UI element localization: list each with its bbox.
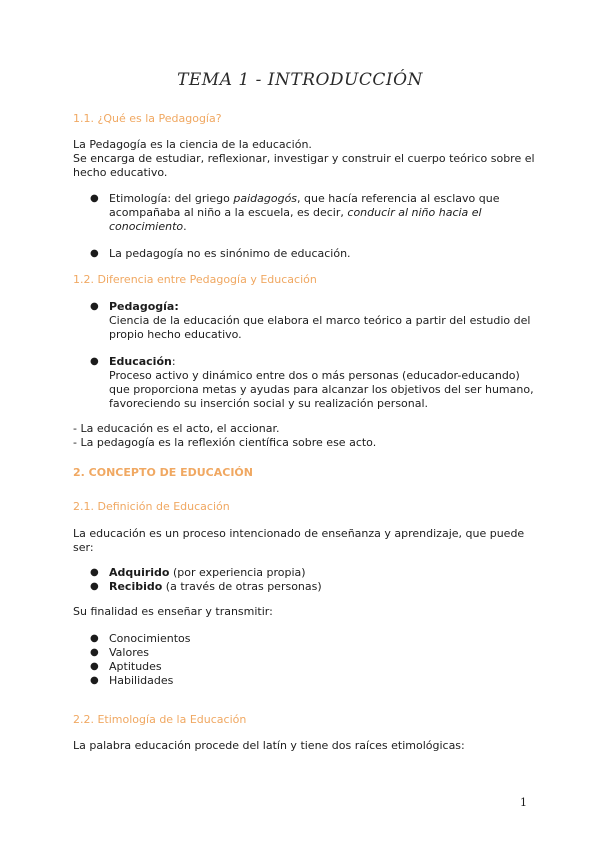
bullet-icon: ●	[90, 581, 99, 592]
bullet-icon: ●	[90, 248, 99, 259]
etimologia-line-1: Etimología: del griego paidagogós, que hacía referencia al esclavo que	[109, 192, 500, 205]
dash-line-2: - La pedagogía es la reflexión científica sobre ese acto.	[73, 436, 377, 449]
heading-2-1: 2.1. Definición de Educación	[73, 500, 230, 513]
etimologia-line-3: conocimiento.	[109, 220, 187, 233]
page-number: 1	[520, 796, 527, 809]
page-title: TEMA 1 - INTRODUCCIÓN	[177, 70, 423, 90]
bullet-icon: ●	[90, 647, 99, 658]
heading-1-2: 1.2. Diferencia entre Pedagogía y Educación	[73, 273, 317, 286]
dash-line-1: - La educación es el acto, el accionar.	[73, 422, 280, 435]
pedagogia-label: Pedagogía:	[109, 300, 179, 313]
list-item: Aptitudes	[109, 660, 162, 673]
pedagogia-def-2: propio hecho educativo.	[109, 328, 242, 341]
etimologia-educacion-line: La palabra educación procede del latín y tiene dos raíces etimológicas:	[73, 739, 465, 752]
etimologia-line-2: acompañaba al niño a la escuela, es decir, conducir al niño hacia el	[109, 206, 482, 219]
definicion-line-2: ser:	[73, 541, 94, 554]
list-item: Conocimientos	[109, 632, 191, 645]
finalidad-line: Su finalidad es enseñar y transmitir:	[73, 605, 273, 618]
bullet-icon: ●	[90, 301, 99, 312]
bullet-icon: ●	[90, 193, 99, 204]
definicion-line-1: La educación es un proceso intencionado de enseñanza y aprendizaje, que puede	[73, 527, 525, 540]
educacion-def-3: favoreciendo su inserción social y su realización personal.	[109, 397, 429, 410]
bullet-icon: ●	[90, 356, 99, 367]
pedagogia-desc-line: Se encarga de estudiar, reflexionar, investigar y construir el cuerpo teórico sobre el	[73, 152, 535, 165]
bullet-icon: ●	[90, 567, 99, 578]
adquirido-item: Adquirido (por experiencia propia)	[109, 566, 306, 579]
pedagogia-desc-line-2: hecho educativo.	[73, 166, 168, 179]
bullet-icon: ●	[90, 675, 99, 686]
recibido-item: Recibido (a través de otras personas)	[109, 580, 322, 593]
pedagogia-def-1: Ciencia de la educación que elabora el marco teórico a partir del estudio del	[109, 314, 531, 327]
list-item: Valores	[109, 646, 149, 659]
educacion-def-1: Proceso activo y dinámico entre dos o más personas (educador-educando)	[109, 369, 520, 382]
bullet-icon: ●	[90, 661, 99, 672]
heading-2: 2. CONCEPTO DE EDUCACIÓN	[73, 466, 253, 479]
educacion-def-2: que proporciona metas y ayudas para alcanzar los objetivos del ser humano,	[109, 383, 534, 396]
bullet-icon: ●	[90, 633, 99, 644]
educacion-label: Educación:	[109, 355, 176, 368]
heading-1-1: 1.1. ¿Qué es la Pedagogía?	[73, 112, 222, 125]
pedagogia-def-line: La Pedagogía es la ciencia de la educación.	[73, 138, 312, 151]
list-item: Habilidades	[109, 674, 174, 687]
heading-2-2: 2.2. Etimología de la Educación	[73, 713, 247, 726]
sinonimo-bullet: La pedagogía no es sinónimo de educación.	[109, 247, 351, 260]
